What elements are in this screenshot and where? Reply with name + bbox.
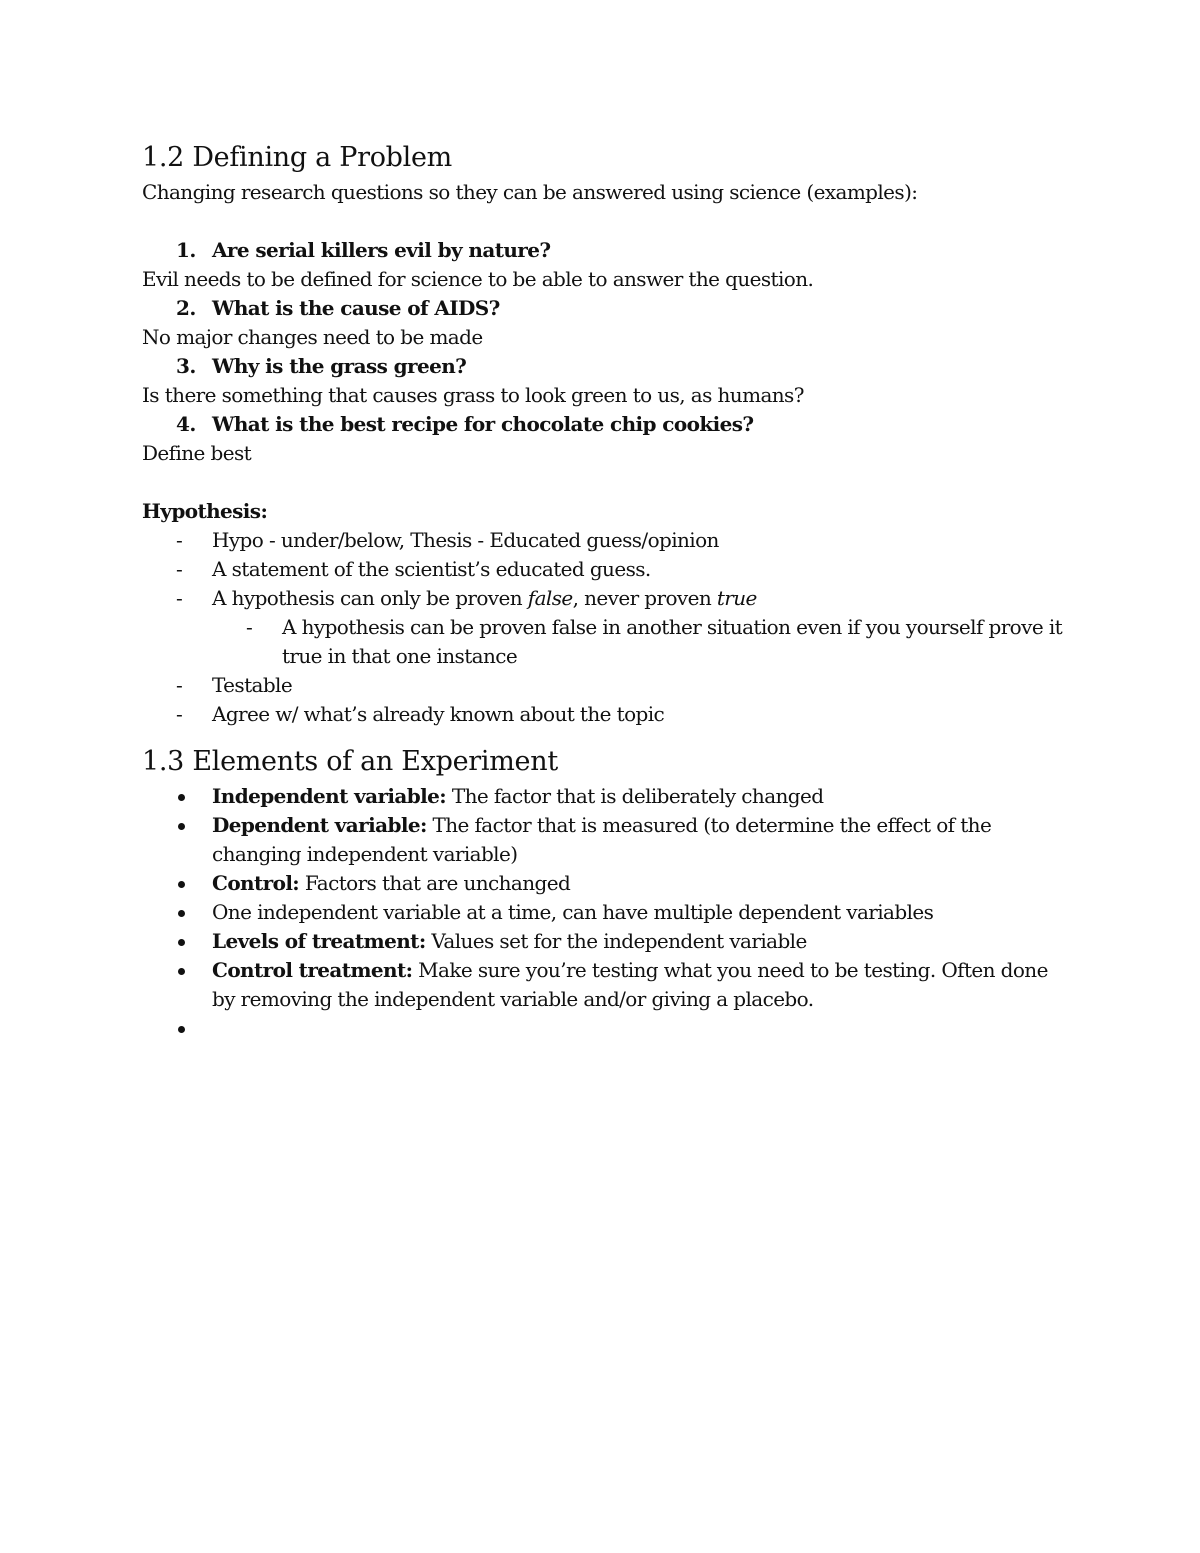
answer-1: Evil needs to be defined for science to be able to answer the question. xyxy=(142,267,814,291)
bullet-term: Levels of treatment: xyxy=(212,929,426,953)
hypothesis-item-5 xyxy=(142,700,1072,729)
dash-marker: - xyxy=(176,702,183,726)
question-number: 4. xyxy=(176,412,196,436)
bullet-item-4 xyxy=(142,898,1072,927)
dash-marker: - xyxy=(176,528,183,552)
bullet-text: One independent variable at a time, can have multiple dependent variables xyxy=(212,900,934,924)
answer-2: No major changes need to be made xyxy=(142,325,483,349)
hypothesis-item-2 xyxy=(142,555,1072,584)
question-1 xyxy=(142,236,1072,265)
bullet-icon xyxy=(178,794,185,801)
bullet-text: The factor that is deliberately changed xyxy=(446,784,824,808)
bullet-icon xyxy=(178,823,185,830)
dash-marker: - xyxy=(176,557,183,581)
spacer xyxy=(142,207,1072,236)
question-text: Why is the grass green? xyxy=(212,354,467,378)
hypothesis-text-mid: , never proven xyxy=(572,586,717,610)
hypothesis-item-1 xyxy=(142,526,1072,555)
hypothesis-text: A statement of the scientist’s educated guess. xyxy=(212,557,651,581)
question-text: Are serial killers evil by nature? xyxy=(212,238,551,262)
bullet-text: The factor that is measured (to determine the effect of the changing independent variable) xyxy=(212,813,992,866)
bullet-text: Factors that are unchanged xyxy=(299,871,571,895)
bullet-term: Independent variable: xyxy=(212,784,447,808)
bullet-icon xyxy=(178,1026,185,1033)
emphasis-false: false xyxy=(527,586,573,610)
hypothesis-subtext: A hypothesis can be proven false in another situation even if you yourself prove it true in that one instance xyxy=(282,615,1063,668)
hypothesis-text: Agree w/ what’s already known about the topic xyxy=(212,702,665,726)
bullet-term: Control: xyxy=(212,871,300,895)
bullet-icon xyxy=(178,939,185,946)
question-number: 1. xyxy=(176,238,196,262)
spacer xyxy=(142,468,1072,497)
hypothesis-item-3 xyxy=(142,584,1072,613)
question-number: 2. xyxy=(176,296,196,320)
document-page xyxy=(142,138,1072,1043)
bullet-icon xyxy=(178,910,185,917)
bullet-term: Dependent variable: xyxy=(212,813,427,837)
section-heading-elements-of-an-experiment: 1.3 Elements of an Experiment xyxy=(142,746,558,777)
bullet-item-6 xyxy=(142,956,1072,1014)
bullet-item-1 xyxy=(142,782,1072,811)
intro-text: Changing research questions so they can be answered using science (examples): xyxy=(142,180,918,204)
answer-3: Is there something that causes grass to look green to us, as humans? xyxy=(142,383,804,407)
dash-marker: - xyxy=(176,586,183,610)
dash-marker: - xyxy=(176,673,183,697)
bullet-item-empty xyxy=(142,1014,1072,1043)
hypothesis-text: Hypo - under/below, Thesis - Educated guess/opinion xyxy=(212,528,719,552)
question-2 xyxy=(142,294,1072,323)
question-number: 3. xyxy=(176,354,196,378)
bullet-term: Control treatment: xyxy=(212,958,413,982)
question-text: What is the best recipe for chocolate chip cookies? xyxy=(212,412,754,436)
question-4 xyxy=(142,410,1072,439)
bullet-item-3 xyxy=(142,869,1072,898)
hypothesis-text: Testable xyxy=(212,673,293,697)
bullet-item-5 xyxy=(142,927,1072,956)
hypothesis-heading: Hypothesis: xyxy=(142,499,268,523)
emphasis-true: true xyxy=(716,586,757,610)
dash-marker: - xyxy=(246,615,253,639)
section-heading-defining-a-problem: 1.2 Defining a Problem xyxy=(142,142,452,173)
hypothesis-item-4 xyxy=(142,671,1072,700)
answer-4: Define best xyxy=(142,441,252,465)
question-text: What is the cause of AIDS? xyxy=(212,296,500,320)
bullet-text: Values set for the independent variable xyxy=(425,929,807,953)
bullet-icon xyxy=(178,881,185,888)
spacer xyxy=(142,729,1072,742)
question-3 xyxy=(142,352,1072,381)
hypothesis-text-pre: A hypothesis can only be proven xyxy=(212,586,528,610)
hypothesis-subitem xyxy=(142,613,1072,671)
bullet-icon xyxy=(178,968,185,975)
bullet-item-2 xyxy=(142,811,1072,869)
bullet-text: Make sure you’re testing what you need to be testing. Often done by removing the independent variable and/or giving a placebo. xyxy=(212,958,1048,1011)
